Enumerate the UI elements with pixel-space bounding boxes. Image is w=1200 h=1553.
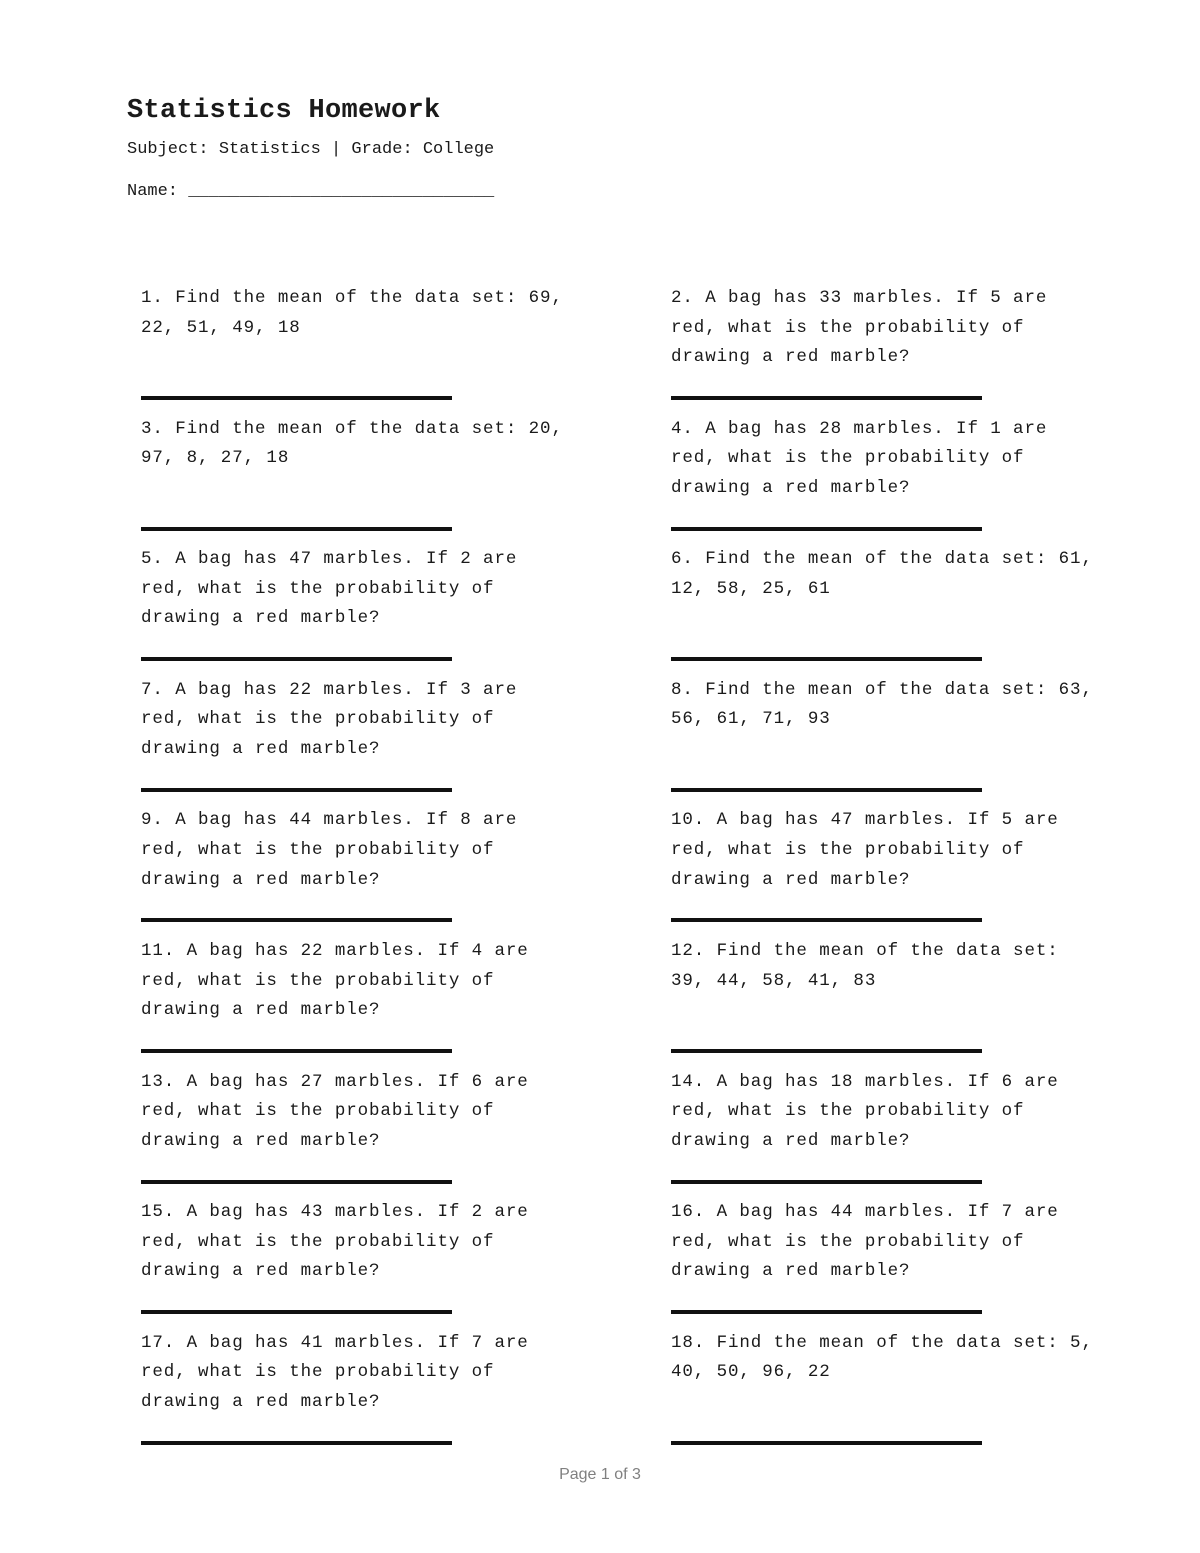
question-text: 17. A bag has 41 marbles. If 7 are red, what is the probability of drawing a red marble? (141, 1332, 529, 1412)
question-13 (141, 1068, 571, 1199)
question-text: 8. Find the mean of the data set: 63, 56, 61, 71, 93 (671, 679, 1093, 730)
question-text: 5. A bag has 47 marbles. If 2 are red, what is the probability of drawing a red marble? (141, 549, 518, 629)
question-6 (671, 545, 1101, 676)
question-1 (141, 284, 571, 415)
question-7 (141, 676, 571, 807)
answer-line (671, 1310, 982, 1314)
answer-line (141, 1310, 452, 1314)
question-text: 4. A bag has 28 marbles. If 1 are red, what is the probability of drawing a red marble? (671, 418, 1048, 498)
worksheet-title: Statistics Homework (127, 96, 441, 126)
question-10 (671, 806, 1101, 937)
question-3 (141, 415, 571, 546)
question-17 (141, 1329, 571, 1460)
question-grid (141, 284, 1101, 1459)
question-text: 15. A bag has 43 marbles. If 2 are red, what is the probability of drawing a red marble? (141, 1202, 529, 1282)
question-text: 10. A bag has 47 marbles. If 5 are red, what is the probability of drawing a red marble? (671, 810, 1059, 890)
question-2 (671, 284, 1101, 415)
question-text: 14. A bag has 18 marbles. If 6 are red, what is the probability of drawing a red marble? (671, 1071, 1059, 1151)
answer-line (141, 1180, 452, 1184)
answer-line (671, 1441, 982, 1445)
question-9 (141, 806, 571, 937)
question-12 (671, 937, 1101, 1068)
answer-line (141, 918, 452, 922)
answer-line (141, 657, 452, 661)
question-text: 2. A bag has 33 marbles. If 5 are red, what is the probability of drawing a red marble? (671, 288, 1048, 368)
question-text: 9. A bag has 44 marbles. If 8 are red, what is the probability of drawing a red marble? (141, 810, 518, 890)
question-text: 18. Find the mean of the data set: 5, 40, 50, 96, 22 (671, 1332, 1093, 1383)
page-number: Page 1 of 3 (559, 1466, 641, 1483)
answer-line (671, 396, 982, 400)
question-18 (671, 1329, 1101, 1460)
answer-line (141, 1441, 452, 1445)
question-text: 13. A bag has 27 marbles. If 6 are red, what is the probability of drawing a red marble? (141, 1071, 529, 1151)
answer-line (671, 1180, 982, 1184)
subject-grade-line: Subject: Statistics | Grade: College (127, 140, 495, 159)
question-text: 12. Find the mean of the data set: 39, 44, 58, 41, 83 (671, 940, 1059, 991)
question-text: 16. A bag has 44 marbles. If 7 are red, what is the probability of drawing a red marble? (671, 1202, 1059, 1282)
question-text: 7. A bag has 22 marbles. If 3 are red, what is the probability of drawing a red marble? (141, 679, 518, 759)
answer-line (141, 788, 452, 792)
question-4 (671, 415, 1101, 546)
question-text: 1. Find the mean of the data set: 69, 22, 51, 49, 18 (141, 288, 563, 338)
name-field: Name: ______________________________ (127, 182, 495, 201)
question-11 (141, 937, 571, 1068)
answer-line (141, 1049, 452, 1053)
question-14 (671, 1068, 1101, 1199)
answer-line (141, 396, 452, 400)
question-5 (141, 545, 571, 676)
question-15 (141, 1198, 571, 1329)
answer-line (671, 527, 982, 531)
answer-line (671, 788, 982, 792)
question-text: 11. A bag has 22 marbles. If 4 are red, what is the probability of drawing a red marble? (141, 940, 529, 1021)
answer-line (671, 657, 982, 661)
question-text: 3. Find the mean of the data set: 20, 97, 8, 27, 18 (141, 418, 563, 469)
question-text: 6. Find the mean of the data set: 61, 12, 58, 25, 61 (671, 549, 1093, 599)
question-16 (671, 1198, 1101, 1329)
answer-line (141, 527, 452, 531)
answer-line (671, 1049, 982, 1053)
question-8 (671, 676, 1101, 807)
answer-line (671, 918, 982, 922)
